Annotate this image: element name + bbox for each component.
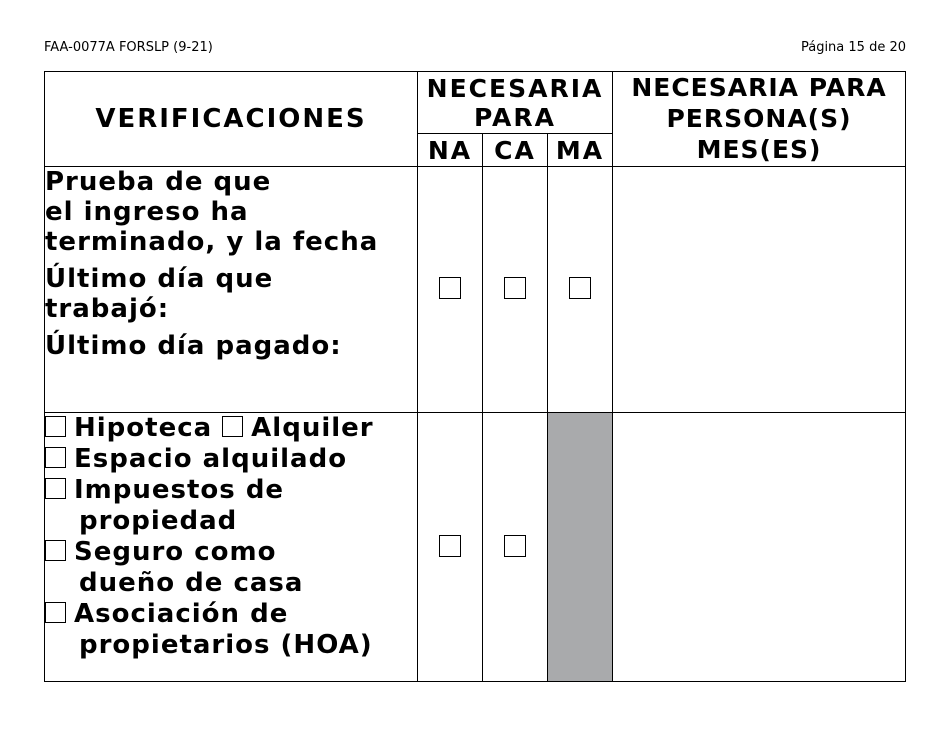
seguro-label: Seguro como bbox=[74, 537, 277, 567]
seguro-checkbox[interactable] bbox=[45, 540, 66, 561]
row2-ca-cell bbox=[483, 413, 548, 682]
table-row-income-ended bbox=[45, 167, 906, 413]
impuestos-checkbox[interactable] bbox=[45, 478, 66, 499]
row2-ca-checkbox[interactable] bbox=[504, 535, 526, 557]
header-persona-line2: PERSONA(S) bbox=[666, 104, 852, 133]
row1-ca-cell bbox=[483, 167, 548, 413]
hoa-label: Asociación de bbox=[74, 599, 289, 629]
hoa-checkbox[interactable] bbox=[45, 602, 66, 623]
row1-persona-field[interactable] bbox=[613, 167, 906, 413]
espacio-label: Espacio alquilado bbox=[74, 444, 348, 474]
row1-ca-checkbox[interactable] bbox=[504, 277, 526, 299]
header-ma: MA bbox=[548, 134, 613, 167]
verification-table bbox=[44, 71, 906, 682]
row2-ma-shaded-cell bbox=[548, 413, 613, 682]
page-number: Página 15 de 20 bbox=[800, 40, 906, 55]
row1-line: trabajó: bbox=[45, 294, 170, 324]
hipoteca-label: Hipoteca bbox=[74, 413, 213, 443]
header-ca: CA bbox=[483, 134, 548, 167]
header-necesaria-line1: NECESARIA bbox=[426, 73, 604, 103]
header-necesaria-para bbox=[418, 72, 613, 134]
header-na: NA bbox=[418, 134, 483, 167]
hipoteca-checkbox[interactable] bbox=[45, 416, 66, 437]
row1-ma-cell bbox=[548, 167, 613, 413]
header-necesaria-line2: PARA bbox=[474, 102, 556, 132]
form-id: FAA-0077A FORSLP (9-21) bbox=[44, 40, 213, 55]
header-verificaciones: VERIFICACIONES bbox=[45, 72, 418, 167]
row1-line: Último día que bbox=[45, 264, 274, 294]
alquiler-label: Alquiler bbox=[251, 413, 374, 443]
alquiler-checkbox[interactable] bbox=[222, 416, 243, 437]
row1-line: terminado, y la fecha bbox=[45, 227, 379, 257]
row1-line: Último día pagado: bbox=[45, 331, 342, 361]
row2-na-checkbox[interactable] bbox=[439, 535, 461, 557]
row1-line: Prueba de que bbox=[45, 167, 272, 197]
impuestos-label: Impuestos de bbox=[74, 475, 285, 505]
table-row-housing bbox=[45, 413, 906, 682]
row2-description bbox=[45, 413, 418, 682]
row2-na-cell bbox=[418, 413, 483, 682]
row1-na-checkbox[interactable] bbox=[439, 277, 461, 299]
header-persona-line1: NECESARIA PARA bbox=[631, 73, 887, 102]
impuestos-label-cont: propiedad bbox=[79, 506, 238, 536]
row1-na-cell bbox=[418, 167, 483, 413]
seguro-label-cont: dueño de casa bbox=[79, 568, 304, 598]
header-persona-line3: MES(ES) bbox=[696, 135, 822, 164]
row2-persona-field[interactable] bbox=[613, 413, 906, 682]
row1-ma-checkbox[interactable] bbox=[569, 277, 591, 299]
row1-line: el ingreso ha bbox=[45, 197, 249, 227]
row1-description bbox=[45, 167, 418, 413]
espacio-checkbox[interactable] bbox=[45, 447, 66, 468]
hoa-label-cont: propietarios (HOA) bbox=[79, 630, 373, 660]
header-persona-mes bbox=[613, 72, 906, 167]
